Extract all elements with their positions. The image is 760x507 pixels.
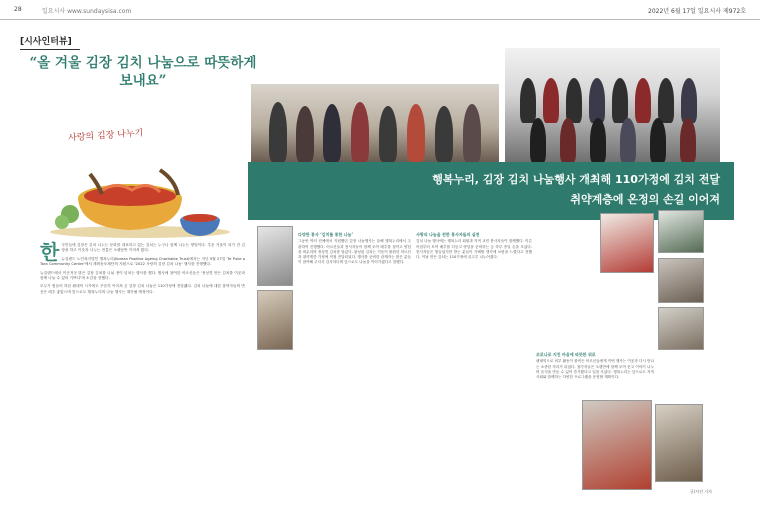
column-heading: 코로나로 지친 마음에 따뜻한 위로	[536, 352, 596, 357]
article-column	[416, 230, 532, 260]
photo-thumbnail	[658, 307, 704, 350]
article-column	[298, 230, 411, 266]
art-title: 사랑의 김장 나누기	[67, 128, 144, 144]
column-heading: 사랑의 나눔을 전한 봉사자들의 실천	[416, 232, 480, 237]
photo-thumbnail	[257, 290, 293, 350]
page-number: 28	[14, 6, 22, 13]
article-paragraph: 뉴질랜드 노인복지법인 행복누리(Korean Positive Ageing Charitable Trust)에서는 지난 5월 27일 'Te Puke o Tara Community Centre'에서 재외동포재단의 지원으로 '2022 사랑의 김장 김치 나눔' 행사를 진행했다.	[40, 256, 245, 267]
photo-kimchi-making	[582, 400, 652, 490]
group-photo-event	[505, 48, 720, 163]
article-paragraph: 뉴질랜드에서 이곳저곳 많은 김장 김치를 나눠 정이 넘치는 행사를 했다. 행사에 참여한 어르신들은 '정성껏 만든 김치를 이웃과 함께 나눌 수 있어 기쁘다'며 소감을 전했다.	[40, 270, 245, 281]
article-paragraph: 모두가 힘들어 하던 팬데믹 시기에도 꾸준히 이어져 온 김장 김치 나눔은 110가정에 전달됐다. 김치 나눔에 대한 참여자들의 반응은 매우 좋았으며 앞으로도 행복누리의 나눔 행사는 계속될 예정이다.	[40, 284, 245, 294]
article-column	[536, 350, 654, 380]
site-name: 일요시사 www.sundaysisa.com	[42, 8, 132, 15]
section-label: [시사인터뷰]	[20, 34, 72, 47]
banner-title: 행복누리, 김장 김치 나눔행사 개최해 110가정에 김치 전달	[432, 173, 720, 186]
page-header	[0, 0, 760, 20]
column-body: 김치 나눔 행사에는 행복누리 회원과 지역 교민 봉사자들이 함께했다. 이른 아침부터 모여 배추를 다듬고 양념을 준비하는 등 하루 종일 손을 모았다. 봉사자들은 힘들었지만 받는 분들이 기뻐할 생각에 보람을 느꼈다고 전했다. 이날 만든 김치는 110가정에 골고루 나누어졌다.	[416, 239, 532, 260]
left-article	[40, 240, 245, 298]
headline: “올 겨울 김장 김치 나눔으로 따뜻하게 보내요”	[29, 55, 257, 89]
column-body: 팬데믹으로 외부 활동이 줄어든 어르신들에게 이번 행사는 이웃과 다시 만나는 소중한 자리가 되었다. 참가자들은 오랜만에 함께 모여 웃고 이야기 나누며 음식을 만들 수 있어 즐거웠다고 입을 모았다. 행복누리는 앞으로도 지역 사회와 함께하는 다양한 프로그램을 운영할 계획이다.	[536, 359, 654, 380]
column-body: 그동안 여러 단체에서 지원했던 김장 나눔행사는 올해 행복누리에서 주관하여 진행했다. 어르신들과 봉사자들이 함께 모여 배추를 절이고 양념을 버무리며 정성껏 김치를 담갔다. 완성된 김치는 거동이 불편한 어르신과 취약계층 가정에 직접 전달되었다. 행사를 준비한 관계자는 많은 분들이 참여해 주셔서 감사하다며 앞으로도 나눔을 이어가겠다고 말했다.	[298, 239, 411, 265]
banner-subtitle: 취약계층에 온정의 손길 이어져	[570, 193, 720, 206]
photo-credit: 글/사진 기자	[690, 489, 712, 494]
photo-thumbnail	[658, 258, 704, 303]
group-photo-volunteers	[251, 84, 499, 162]
photo-thumbnail	[658, 210, 704, 253]
dropcap: 한	[40, 240, 60, 264]
issue-date: 2022년 6월 17일 일요시사 제972호	[648, 8, 746, 15]
column-heading: 다양한 봉사 ‘김치를 통한 나눔’	[298, 232, 353, 237]
article-paragraph: 한국인들에 김장은 김치 나누는 문화를 대표하고 있는 김치는 누구나 함께 나누는 방법이다. 추운 겨울이 되기 전 김장을 하고 이웃과 나누는 전통은 오랫동안 이어져 왔다.	[40, 240, 245, 264]
photo-kimchi-boxes	[600, 213, 654, 273]
photo-thumbnail	[655, 404, 703, 482]
photo-thumbnail	[257, 226, 293, 286]
